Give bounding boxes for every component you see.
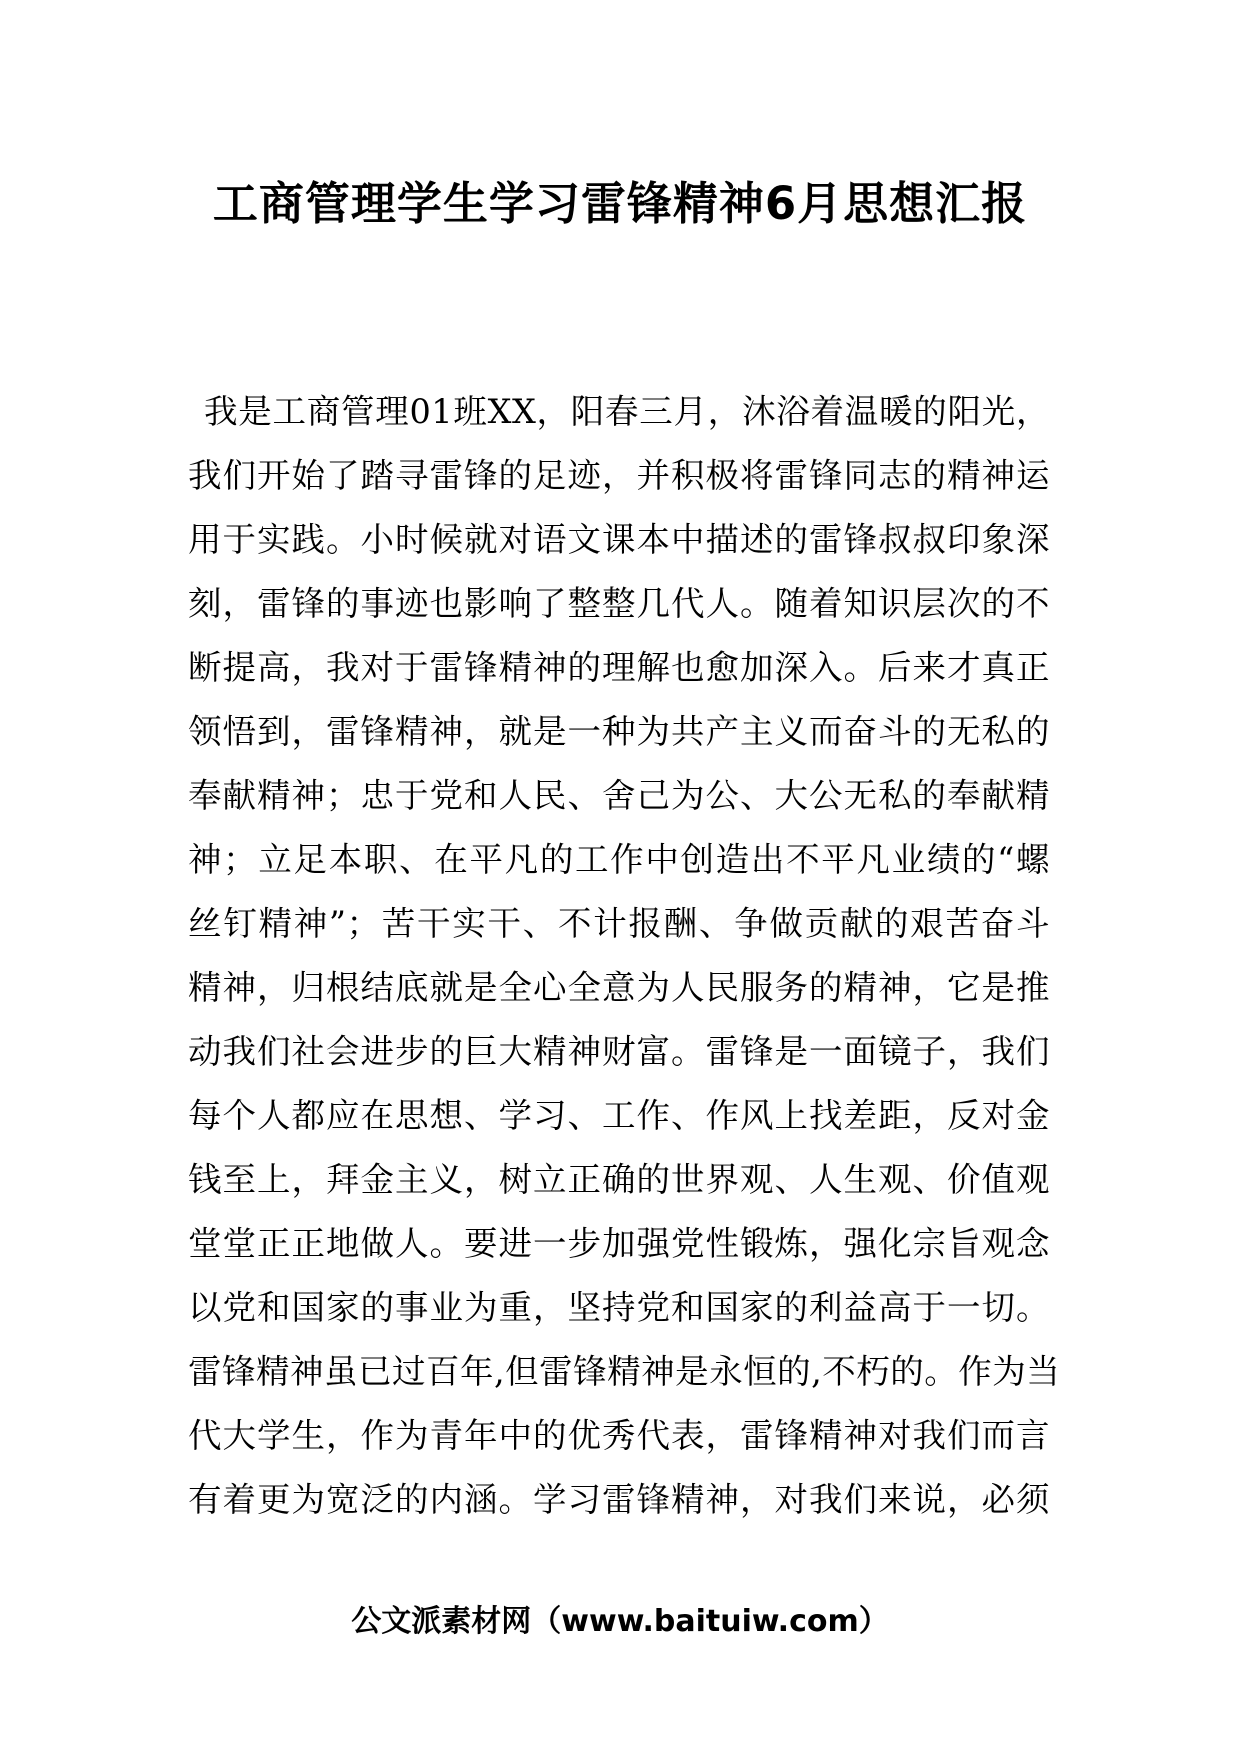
- body-line: 动我们社会进步的巨大精神财富。雷锋是一面镜子，我们: [188, 1032, 1050, 1071]
- page-title: 工商管理学生学习雷锋精神6月思想汇报: [212, 177, 1028, 230]
- body-line: 神；立足本职、在平凡的工作中创造出不平凡业绩的“螺: [188, 840, 1050, 879]
- body-line: 每个人都应在思想、学习、工作、作风上找差距，反对金: [188, 1096, 1050, 1135]
- body-line: 用于实践。小时候就对语文课本中描述的雷锋叔叔印象深: [188, 520, 1050, 559]
- body-line: 堂堂正正地做人。要进一步加强党性锻炼，强化宗旨观念: [188, 1224, 1050, 1263]
- body-line: 领悟到，雷锋精神，就是一种为共产主义而奋斗的无私的: [188, 712, 1050, 751]
- footer-source: 公文派素材网（www.baituiw.com）: [351, 1604, 889, 1639]
- body-line: 奉献精神；忠于党和人民、舍己为公、大公无私的奉献精: [188, 776, 1050, 815]
- body-line: 代大学生，作为青年中的优秀代表，雷锋精神对我们而言: [188, 1416, 1050, 1455]
- body-line: 我是工商管理01班XX，阳春三月，沐浴着温暖的阳光，: [204, 392, 1050, 431]
- body-line: 断提高，我对于雷锋精神的理解也愈加深入。后来才真正: [188, 648, 1050, 687]
- body-line: 雷锋精神虽已过百年,但雷锋精神是永恒的,不朽的。作为当: [188, 1352, 1061, 1391]
- body-line: 有着更为宽泛的内涵。学习雷锋精神，对我们来说，必须: [188, 1480, 1050, 1519]
- body-line: 以党和国家的事业为重，坚持党和国家的利益高于一切。: [188, 1288, 1050, 1327]
- body-paragraph: [188, 380, 1061, 1532]
- body-line: 丝钉精神”；苦干实干、不计报酬、争做贡献的艰苦奋斗: [188, 904, 1050, 943]
- body-line: 精神，归根结底就是全心全意为人民服务的精神，它是推: [188, 968, 1050, 1007]
- body-line: 刻，雷锋的事迹也影响了整整几代人。随着知识层次的不: [188, 584, 1050, 623]
- body-line: 我们开始了踏寻雷锋的足迹，并积极将雷锋同志的精神运: [188, 456, 1050, 495]
- body-line: 钱至上，拜金主义，树立正确的世界观、人生观、价值观: [188, 1160, 1050, 1199]
